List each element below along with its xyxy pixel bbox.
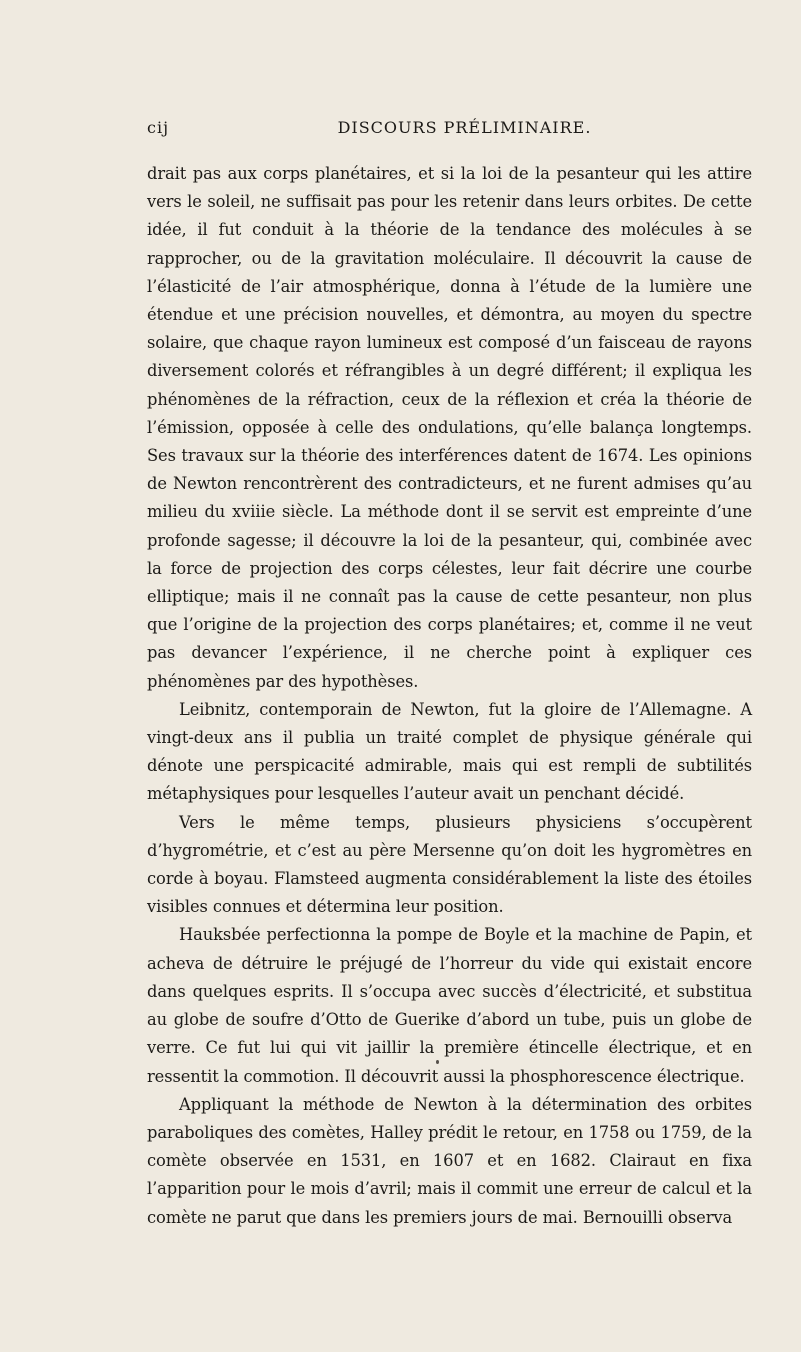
paragraph-hygrometrie: Vers le même temps, plusieurs physiciens s’occupèrent d’hygrométrie, et c’est au père Mersenne qu’on doit les hygromètres en corde à boyau. Flamsteed augmenta considérablement la liste des étoiles visibles connues et détermina leur position. <box>147 812 752 917</box>
paragraph-leibnitz: Leibnitz, contemporain de Newton, fut la gloire de l’Allemagne. A vingt-deux ans il publia un traité complet de physique générale qui dénote une perspicacité admirable, mais qui est rempli de subtilités métaphysiques pour lesquelles l’auteur avait un penchant décidé. <box>147 699 752 804</box>
paragraph-halley: Appliquant la méthode de Newton à la détermination des orbites paraboliques des comètes, Halley prédit le retour, en 1758 ou 1759, de la comète observée en 1531, en 1607 et en 1682. Clairaut en fixa l’apparition pour le mois d’avril; mais il commit une erreur de calcul et la comète ne parut que dans les premiers jours de mai. Bernouilli observa <box>147 1094 752 1227</box>
page-number: cij <box>147 118 170 137</box>
body-text <box>147 160 752 1232</box>
running-head <box>147 118 752 142</box>
running-title: DISCOURS PRÉLIMINAIRE. <box>337 118 592 137</box>
paragraph-newton: drait pas aux corps planétaires, et si la loi de la pesanteur qui les attire vers le soleil, ne suffisait pas pour les retenir dans leurs orbites. De cette idée, il fut conduit à la théorie de la tendance des molécules à se rapprocher, ou de la gravitation moléculaire. Il découvrit la cause de l’élasticité de l’air atmosphérique, donna à l’étude de la lumière une étendue et une précision nouvelles, et démontra, au moyen du spectre solaire, que chaque rayon lumineux est composé d’un faisceau de rayons diversement colorés et réfrangibles à un degré différent; il expliqua les phénomènes de la réfraction, ceux de la réflexion et créa la théorie de l’émission, opposée à celle des ondulations, qu’elle balança longtemps. Ses travaux sur la théorie des interférences datent de 1674. Les opinions de Newton rencontrèrent des contradicteurs, et ne furent admises qu’au milieu du xviiie siècle. La méthode dont il se servit est empreinte d’une profonde sagesse; il découvre la loi de la pesanteur, qui, combinée avec la force de projection des corps célestes, leur fait décrire une courbe elliptique; mais il ne connaît pas la cause de cette pesanteur, non plus que l’origine de la projection des corps planétaires; et, comme il ne veut pas devancer l’expérience, il ne cherche point à expliquer ces phénomènes par des hypothèses. <box>147 164 752 691</box>
ink-speck <box>436 1060 439 1064</box>
paragraph-hauksbee: Hauksbée perfectionna la pompe de Boyle et la machine de Papin, et acheva de détruire le préjugé de l’horreur du vide qui existait encore dans quelques esprits. Il s’occupa avec succès d’électricité, et substitua au globe de soufre d’Otto de Guerike d’abord un tube, puis un globe de verre. Ce fut lui qui vit jaillir la première étincelle électrique, et en ressentit la commotion. Il découvrit aussi la phosphorescence électrique. <box>147 925 752 1086</box>
